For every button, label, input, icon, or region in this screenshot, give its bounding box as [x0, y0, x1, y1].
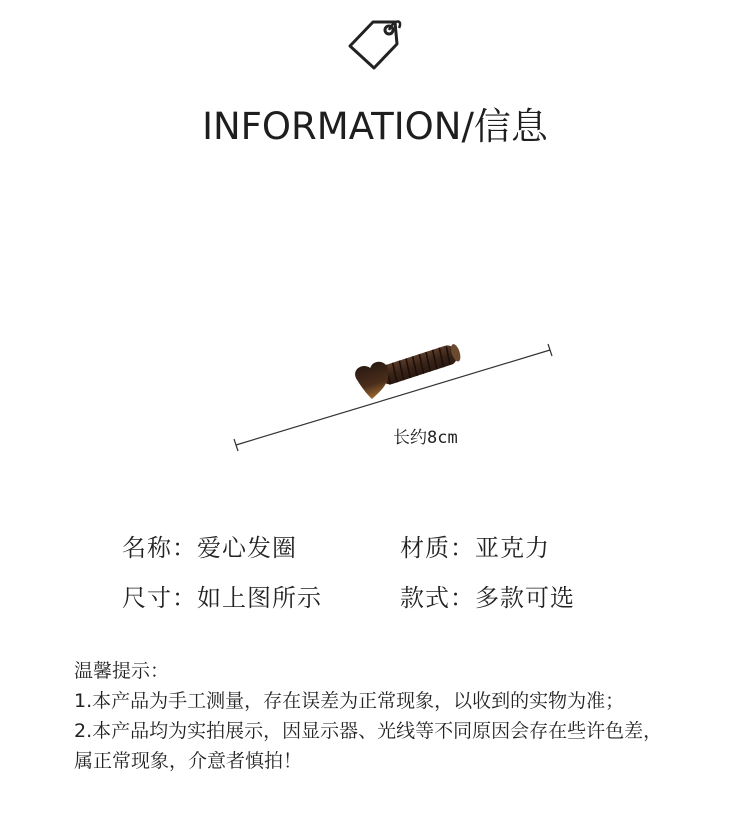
product-image: [0, 330, 750, 470]
page-title: INFORMATION/信息: [202, 105, 548, 148]
measure-label: 长约8cm: [393, 428, 458, 448]
spec-style: 款式：多款可选: [400, 584, 575, 612]
notes-line-3: 属正常现象，介意者慎拍！: [74, 750, 303, 772]
notes-heading: 温馨提示：: [74, 660, 170, 682]
spec-material: 材质：亚克力: [400, 534, 550, 562]
spec-size: 尺寸：如上图所示: [122, 584, 322, 612]
notes-line-1: 1.本产品为手工测量，存在误差为正常现象，以收到的实物为准；: [74, 690, 625, 712]
price-tag-icon: [345, 14, 405, 74]
spec-name: 名称：爱心发圈: [122, 534, 297, 562]
hair-clip-image: [353, 336, 465, 401]
notes-section: [74, 656, 662, 776]
notes-line-2: 2.本产品均为实拍展示，因显示器、光线等不同原因会存在些许色差，: [74, 720, 663, 742]
